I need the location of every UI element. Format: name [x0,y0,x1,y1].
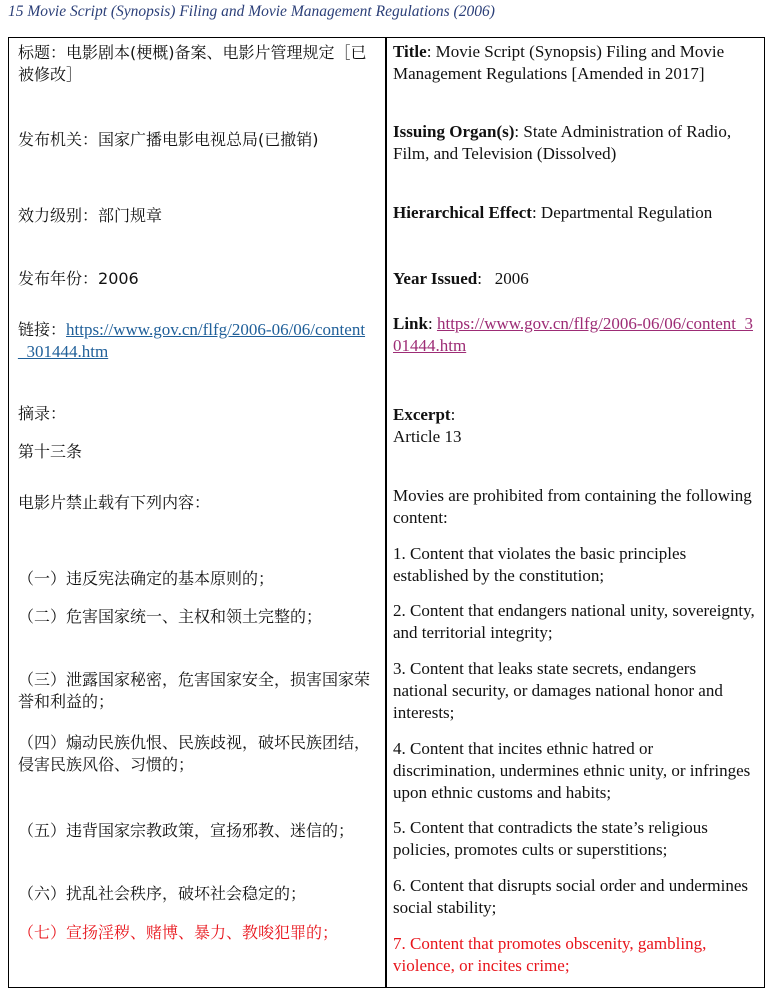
zh-organ-label: 发布机关： [18,130,99,149]
zh-article: 第十三条 [18,442,83,461]
en-effect [393,202,755,224]
zh-item-6: （六）扰乱社会秩序，破坏社会稳定的； [18,884,307,903]
zh-link-label: 链接： [18,320,67,339]
en-organ-label: Issuing Organ(s) [393,122,515,141]
zh-title [18,42,373,86]
en-excerpt [393,404,755,426]
en-year [393,268,755,290]
en-title-value: : Movie Script (Synopsis) Filing and Movie Management Regulations [Amended in 2017] [393,42,725,83]
en-organ [393,121,755,165]
zh-link-url[interactable]: https://www.gov.cn/flfg/2006-06/06/content_301444.htm [18,320,366,361]
zh-organ-value: 国家广播电影电视总局(已撤销) [98,130,319,149]
en-item-1: 1. Content that violates the basic principles established by the constitution; [393,544,687,585]
en-item-4: 4. Content that incites ethnic hatred or discrimination, undermines ethnic unity, or infringes upon ethnic customs and habits; [393,739,751,802]
zh-effect-label: 效力级别： [18,206,99,225]
zh-item-3: （三）泄露国家秘密，危害国家安全，损害国家荣誉和利益的； [18,670,371,711]
en-excerpt-sep: : [450,405,456,424]
en-year-value: : 2006 [477,269,529,288]
zh-item-2: （二）危害国家统一、主权和领土完整的； [18,607,323,626]
en-year-label: Year Issued [393,269,478,288]
column-divider [385,38,387,987]
en-effect-value: : Departmental Regulation [531,203,713,222]
en-link-url[interactable]: https://www.gov.cn/flfg/2006-06/06/content_301444.htm [393,314,754,355]
en-link-label: Link [393,314,428,333]
zh-item-4: （四）煽动民族仇恨、民族歧视，破坏民族团结，侵害民族风俗、习惯的； [18,733,371,774]
en-title-label: Title [393,42,427,61]
en-article: Article 13 [393,427,462,446]
zh-year [18,268,373,290]
zh-intro: 电影片禁止载有下列内容： [18,493,211,512]
zh-link [18,319,373,363]
zh-item-7: （七）宣扬淫秽、赌博、暴力、教唆犯罪的； [18,923,339,942]
table-caption: 15 Movie Script (Synopsis) Filing and Movie Management Regulations (2006) [8,3,495,20]
zh-title-value: 电影剧本(梗概)备案、电影片管理规定［已被修改］ [18,43,367,84]
zh-excerpt-label: 摘录： [18,404,67,423]
zh-effect [18,205,373,227]
zh-year-value: 2006 [98,269,139,288]
en-intro: Movies are prohibited from containing the following content: [393,486,752,527]
zh-effect-value: 部门规章 [98,206,163,225]
en-item-5: 5. Content that contradicts the state’s religious policies, promotes cults or superstitions; [393,818,708,859]
en-link-sep: : [427,314,437,333]
en-item-6: 6. Content that disrupts social order and undermines social stability; [393,876,749,917]
zh-item-1: （一）违反宪法确定的基本原则的； [18,569,275,588]
bilingual-table [8,37,765,988]
en-item-2: 2. Content that endangers national unity, sovereignty, and territorial integrity; [393,601,755,642]
zh-year-label: 发布年份： [18,269,99,288]
en-effect-label: Hierarchical Effect [393,203,532,222]
en-title [393,41,755,85]
en-item-7: 7. Content that promotes obscenity, gambling, violence, or incites crime; [393,934,707,975]
en-link [393,313,755,357]
en-item-3: 3. Content that leaks state secrets, endangers national security, or damages national honor and interests; [393,659,723,722]
zh-organ [18,129,373,151]
zh-item-5: （五）违背国家宗教政策，宣扬邪教、迷信的； [18,821,355,840]
en-excerpt-label: Excerpt [393,405,451,424]
zh-title-label: 标题： [18,43,67,62]
en-organ-value: : State Administration of Radio, Film, and Television (Dissolved) [393,122,732,163]
